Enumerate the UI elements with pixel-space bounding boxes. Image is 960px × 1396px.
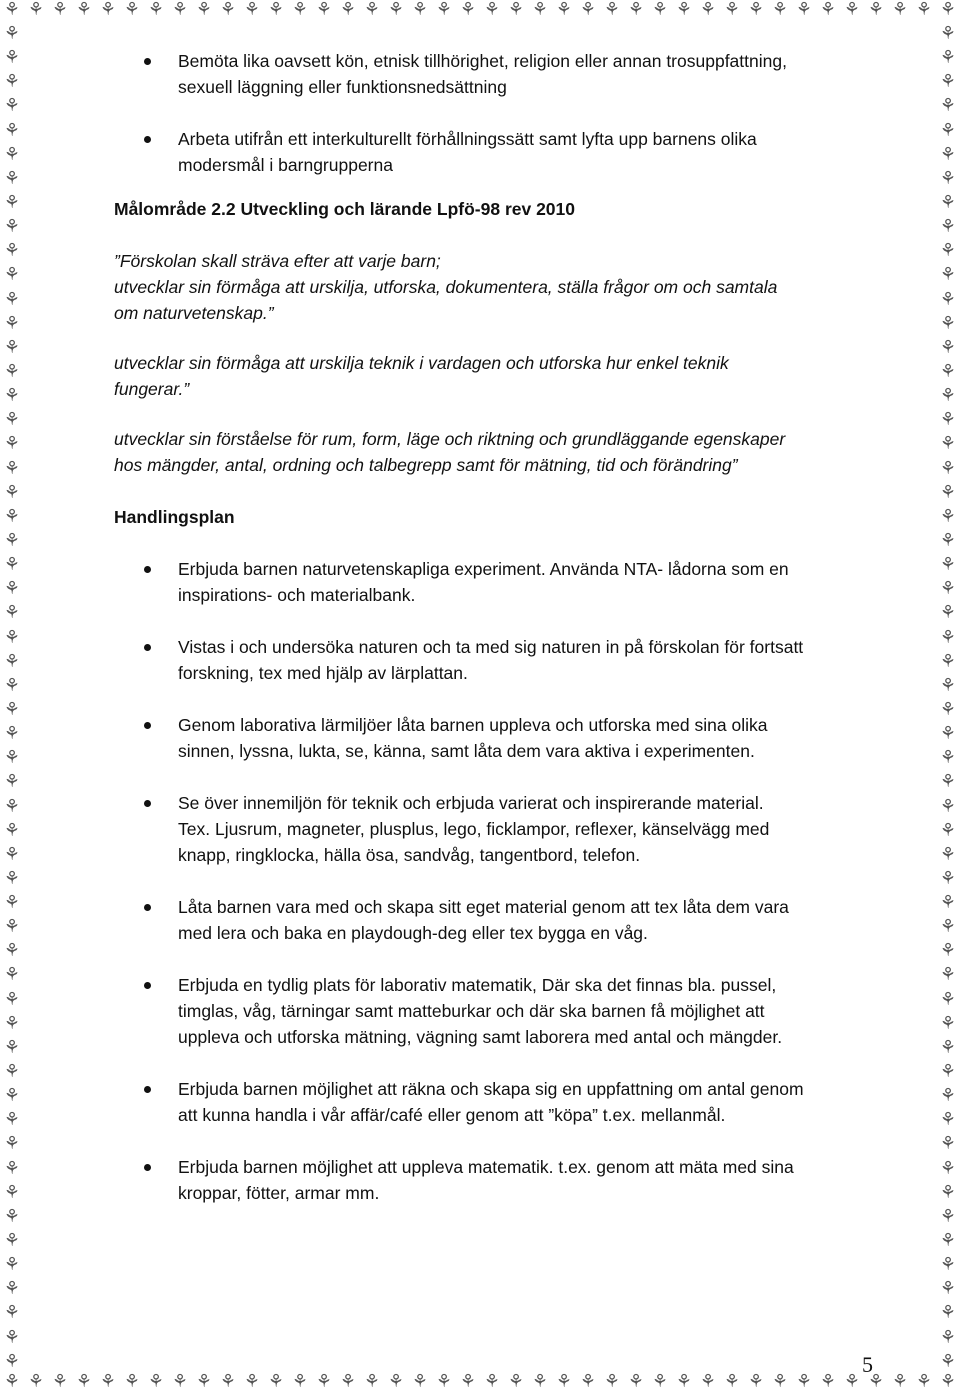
plan-bullet-list: [114, 556, 874, 1206]
bullet-line: Bemöta lika oavsett kön, etnisk tillhörighet, religion eller annan trosuppfattning,: [178, 51, 787, 71]
flower-icon: ⚘: [939, 336, 957, 358]
flower-icon: ⚘: [675, 0, 693, 20]
flower-icon: ⚘: [3, 1109, 21, 1131]
bullet-item: [114, 126, 874, 178]
flower-icon: ⚘: [387, 0, 405, 20]
flower-icon: ⚘: [3, 1205, 21, 1227]
flower-icon: ⚘: [219, 1372, 237, 1392]
flower-icon: ⚘: [939, 385, 957, 407]
flower-icon: ⚘: [3, 602, 21, 624]
flower-icon: ⚘: [939, 1036, 957, 1058]
flower-icon: ⚘: [3, 723, 21, 745]
flower-icon: ⚘: [3, 626, 21, 648]
flower-icon: ⚘: [3, 191, 21, 213]
flower-icon: ⚘: [939, 1133, 957, 1155]
flower-icon: ⚘: [339, 0, 357, 20]
flower-icon: ⚘: [939, 1278, 957, 1300]
flower-icon: ⚘: [915, 1372, 933, 1392]
flower-icon: ⚘: [723, 0, 741, 20]
flower-icon: ⚘: [27, 1372, 45, 1392]
flower-icon: ⚘: [75, 0, 93, 20]
bullet-line: sexuell läggning eller funktionsnedsättning: [178, 77, 507, 97]
flower-icon: ⚘: [3, 1278, 21, 1300]
flower-icon: ⚘: [939, 554, 957, 576]
flower-icon: ⚘: [939, 264, 957, 286]
bullet-icon: [144, 136, 151, 143]
bullet-icon: [144, 644, 151, 651]
quote-line: om naturvetenskap.”: [114, 303, 274, 323]
flower-icon: ⚘: [3, 216, 21, 238]
flower-icon: ⚘: [891, 1372, 909, 1392]
flower-icon: ⚘: [651, 0, 669, 20]
flower-icon: ⚘: [3, 288, 21, 310]
flower-icon: ⚘: [939, 457, 957, 479]
flower-icon: ⚘: [3, 1085, 21, 1107]
bullet-item: [114, 790, 874, 868]
flower-icon: ⚘: [939, 626, 957, 648]
bullet-item: [114, 556, 874, 608]
flower-icon: ⚘: [939, 1012, 957, 1034]
flower-icon: ⚘: [939, 481, 957, 503]
bullet-icon: [144, 982, 151, 989]
flower-icon: ⚘: [843, 0, 861, 20]
flower-icon: ⚘: [939, 119, 957, 141]
flower-icon: ⚘: [939, 360, 957, 382]
flower-icon: ⚘: [603, 0, 621, 20]
flower-icon: ⚘: [939, 529, 957, 551]
flower-icon: ⚘: [939, 602, 957, 624]
flower-icon: ⚘: [843, 1372, 861, 1392]
flower-icon: ⚘: [3, 747, 21, 769]
flower-icon: ⚘: [3, 1350, 21, 1372]
border-right: [936, 24, 960, 1372]
flower-icon: ⚘: [3, 1012, 21, 1034]
flower-icon: ⚘: [3, 1157, 21, 1179]
flower-icon: ⚘: [867, 0, 885, 20]
flower-icon: ⚘: [939, 312, 957, 334]
flower-icon: ⚘: [939, 95, 957, 117]
bullet-line: med lera och baka en playdough-deg eller tex bygga en våg.: [178, 923, 648, 943]
flower-icon: ⚘: [579, 1372, 597, 1392]
flower-icon: ⚘: [459, 0, 477, 20]
flower-icon: ⚘: [51, 0, 69, 20]
flower-icon: ⚘: [123, 0, 141, 20]
flower-icon: ⚘: [219, 0, 237, 20]
flower-icon: ⚘: [819, 0, 837, 20]
flower-icon: ⚘: [507, 1372, 525, 1392]
page-number: 5: [862, 1352, 873, 1377]
flower-icon: ⚘: [195, 0, 213, 20]
flower-icon: ⚘: [3, 47, 21, 69]
flower-icon: ⚘: [3, 24, 21, 44]
flower-icon: ⚘: [819, 1372, 837, 1392]
flower-icon: ⚘: [267, 0, 285, 20]
flower-icon: ⚘: [3, 1133, 21, 1155]
flower-icon: ⚘: [939, 216, 957, 238]
bullet-item: [114, 712, 874, 764]
flower-icon: ⚘: [411, 0, 429, 20]
flower-icon: ⚘: [939, 819, 957, 841]
flower-icon: ⚘: [891, 0, 909, 20]
bullet-icon: [144, 58, 151, 65]
flower-icon: ⚘: [3, 529, 21, 551]
flower-icon: ⚘: [3, 819, 21, 841]
bullet-line: forskning, tex med hjälp av lärplattan.: [178, 663, 468, 683]
flower-icon: ⚘: [939, 698, 957, 720]
flower-icon: ⚘: [747, 0, 765, 20]
flower-icon: ⚘: [435, 0, 453, 20]
flower-icon: ⚘: [3, 0, 21, 20]
flower-icon: ⚘: [3, 1372, 21, 1392]
flower-icon: ⚘: [939, 143, 957, 165]
bullet-icon: [144, 800, 151, 807]
flower-icon: ⚘: [699, 0, 717, 20]
flower-icon: ⚘: [939, 1061, 957, 1083]
flower-icon: ⚘: [3, 1181, 21, 1203]
bullet-item: [114, 1154, 874, 1206]
flower-icon: ⚘: [939, 1254, 957, 1276]
flower-icon: ⚘: [939, 1326, 957, 1348]
flower-icon: ⚘: [315, 1372, 333, 1392]
flower-icon: ⚘: [939, 47, 957, 69]
flower-icon: ⚘: [555, 1372, 573, 1392]
flower-icon: ⚘: [3, 433, 21, 455]
flower-icon: ⚘: [939, 916, 957, 938]
flower-icon: ⚘: [579, 0, 597, 20]
flower-icon: ⚘: [939, 1205, 957, 1227]
bullet-icon: [144, 566, 151, 573]
flower-icon: ⚘: [627, 0, 645, 20]
bullet-item: [114, 894, 874, 946]
bullet-line: Se över innemiljön för teknik och erbjuda varierat och inspirerande material.: [178, 793, 764, 813]
flower-icon: ⚘: [939, 650, 957, 672]
flower-icon: ⚘: [3, 650, 21, 672]
flower-icon: ⚘: [939, 240, 957, 262]
flower-icon: ⚘: [3, 698, 21, 720]
flower-icon: ⚘: [939, 288, 957, 310]
flower-icon: ⚘: [747, 1372, 765, 1392]
flower-icon: ⚘: [939, 505, 957, 527]
flower-icon: ⚘: [939, 0, 957, 20]
flower-icon: ⚘: [651, 1372, 669, 1392]
bullet-line: att kunna handla i vår affär/café eller genom att ”köpa” t.ex. mellanmål.: [178, 1105, 726, 1125]
flower-icon: ⚘: [627, 1372, 645, 1392]
bullet-line: uppleva och utforska mätning, vägning samt laborera med antal och mängder.: [178, 1027, 783, 1047]
flower-icon: ⚘: [387, 1372, 405, 1392]
flower-icon: ⚘: [531, 0, 549, 20]
flower-icon: ⚘: [939, 843, 957, 865]
flower-icon: ⚘: [867, 1372, 885, 1392]
flower-icon: ⚘: [3, 1302, 21, 1324]
flower-icon: ⚘: [3, 771, 21, 793]
flower-icon: ⚘: [915, 0, 933, 20]
quote-line: utvecklar sin förståelse för rum, form, läge och riktning och grundläggande egenskaper: [114, 429, 786, 449]
bullet-icon: [144, 1164, 151, 1171]
bullet-item: [114, 48, 874, 100]
flower-icon: ⚘: [3, 988, 21, 1010]
flower-icon: ⚘: [939, 867, 957, 889]
flower-icon: ⚘: [3, 1230, 21, 1252]
flower-icon: ⚘: [939, 24, 957, 44]
quote-line: fungerar.”: [114, 379, 190, 399]
bullet-line: sinnen, lyssna, lukta, se, känna, samt låta dem vara aktiva i experimenten.: [178, 741, 755, 761]
flower-icon: ⚘: [3, 119, 21, 141]
flower-icon: ⚘: [3, 264, 21, 286]
flower-icon: ⚘: [939, 1181, 957, 1203]
flower-icon: ⚘: [939, 795, 957, 817]
flower-icon: ⚘: [507, 0, 525, 20]
flower-icon: ⚘: [3, 940, 21, 962]
quote-line: utvecklar sin förmåga att urskilja, utforska, dokumentera, ställa frågor om och samtala: [114, 277, 778, 297]
flower-icon: ⚘: [171, 1372, 189, 1392]
flower-icon: ⚘: [411, 1372, 429, 1392]
flower-icon: ⚘: [531, 1372, 549, 1392]
flower-icon: ⚘: [459, 1372, 477, 1392]
flower-icon: ⚘: [51, 1372, 69, 1392]
flower-icon: ⚘: [3, 1254, 21, 1276]
flower-icon: ⚘: [939, 1109, 957, 1131]
flower-icon: ⚘: [483, 1372, 501, 1392]
flower-icon: ⚘: [699, 1372, 717, 1392]
bullet-line: Vistas i och undersöka naturen och ta med sig naturen in på förskolan för fortsatt: [178, 637, 804, 657]
border-bottom: [0, 1372, 960, 1396]
bullet-line: kroppar, fötter, armar mm.: [178, 1183, 380, 1203]
flower-icon: ⚘: [3, 409, 21, 431]
flower-icon: ⚘: [363, 0, 381, 20]
quote-line: utvecklar sin förmåga att urskilja teknik i vardagen och utforska hur enkel teknik: [114, 353, 729, 373]
bullet-line: Erbjuda en tydlig plats för laborativ matematik, Där ska det finnas bla. pussel,: [178, 975, 777, 995]
flower-icon: ⚘: [27, 0, 45, 20]
flower-icon: ⚘: [939, 1372, 957, 1392]
flower-icon: ⚘: [3, 892, 21, 914]
border-left: [0, 24, 24, 1372]
flower-icon: ⚘: [3, 1036, 21, 1058]
flower-icon: ⚘: [3, 867, 21, 889]
curriculum-quote: [114, 248, 874, 478]
border-top: [0, 0, 960, 24]
bullet-line: Erbjuda barnen naturvetenskapliga experiment. Använda NTA- lådorna som en: [178, 559, 789, 579]
flower-icon: ⚘: [3, 916, 21, 938]
flower-icon: ⚘: [3, 143, 21, 165]
flower-icon: ⚘: [795, 1372, 813, 1392]
flower-icon: ⚘: [603, 1372, 621, 1392]
flower-icon: ⚘: [939, 1085, 957, 1107]
flower-icon: ⚘: [939, 1302, 957, 1324]
flower-icon: ⚘: [939, 1157, 957, 1179]
bullet-line: modersmål i barngrupperna: [178, 155, 393, 175]
flower-icon: ⚘: [771, 1372, 789, 1392]
plan-heading: Handlingsplan: [114, 507, 235, 527]
flower-icon: ⚘: [243, 0, 261, 20]
flower-icon: ⚘: [555, 0, 573, 20]
bullet-line: Erbjuda barnen möjlighet att räkna och skapa sig en uppfattning om antal genom: [178, 1079, 804, 1099]
flower-icon: ⚘: [3, 71, 21, 93]
flower-icon: ⚘: [939, 1230, 957, 1252]
section-heading: Målområde 2.2 Utveckling och lärande Lpfö-98 rev 2010: [114, 199, 576, 219]
flower-icon: ⚘: [3, 674, 21, 696]
flower-icon: ⚘: [195, 1372, 213, 1392]
flower-icon: ⚘: [675, 1372, 693, 1392]
bullet-line: Tex. Ljusrum, magneter, plusplus, lego, ficklampor, reflexer, känselvägg med: [178, 819, 770, 839]
bullet-item: [114, 972, 874, 1050]
flower-icon: ⚘: [99, 0, 117, 20]
flower-icon: ⚘: [723, 1372, 741, 1392]
flower-icon: ⚘: [315, 0, 333, 20]
flower-icon: ⚘: [939, 1350, 957, 1372]
quote-line: hos mängder, antal, ordning och talbegrepp samt för mätning, tid och förändring”: [114, 455, 738, 475]
flower-icon: ⚘: [939, 433, 957, 455]
intro-bullet-list: [114, 48, 874, 178]
flower-icon: ⚘: [939, 578, 957, 600]
flower-icon: ⚘: [3, 578, 21, 600]
bullet-icon: [144, 722, 151, 729]
flower-icon: ⚘: [939, 191, 957, 213]
flower-icon: ⚘: [939, 167, 957, 189]
bullet-line: inspirations- och materialbank.: [178, 585, 416, 605]
flower-icon: ⚘: [3, 1061, 21, 1083]
flower-icon: ⚘: [939, 892, 957, 914]
bullet-line: Arbeta utifrån ett interkulturellt förhållningssätt samt lyfta upp barnens olika: [178, 129, 757, 149]
bullet-line: Genom laborativa lärmiljöer låta barnen uppleva och utforska med sina olika: [178, 715, 768, 735]
bullet-line: timglas, våg, tärningar samt matteburkar och där ska barnen få möjlighet att: [178, 1001, 765, 1021]
flower-icon: ⚘: [147, 1372, 165, 1392]
flower-icon: ⚘: [3, 336, 21, 358]
flower-icon: ⚘: [3, 240, 21, 262]
flower-icon: ⚘: [363, 1372, 381, 1392]
bullet-line: Erbjuda barnen möjlighet att uppleva matematik. t.ex. genom att mäta med sina: [178, 1157, 794, 1177]
flower-icon: ⚘: [3, 312, 21, 334]
flower-icon: ⚘: [939, 674, 957, 696]
flower-icon: ⚘: [3, 385, 21, 407]
document-body: [114, 48, 874, 1206]
bullet-line: knapp, ringklocka, hälla ösa, sandvåg, tangentbord, telefon.: [178, 845, 641, 865]
flower-icon: ⚘: [3, 505, 21, 527]
bullet-icon: [144, 1086, 151, 1093]
flower-icon: ⚘: [771, 0, 789, 20]
flower-icon: ⚘: [3, 795, 21, 817]
flower-icon: ⚘: [267, 1372, 285, 1392]
flower-icon: ⚘: [939, 71, 957, 93]
flower-icon: ⚘: [75, 1372, 93, 1392]
bullet-line: Låta barnen vara med och skapa sitt eget material genom att tex låta dem vara: [178, 897, 789, 917]
flower-icon: ⚘: [291, 1372, 309, 1392]
flower-icon: ⚘: [435, 1372, 453, 1392]
flower-icon: ⚘: [483, 0, 501, 20]
flower-icon: ⚘: [171, 0, 189, 20]
flower-icon: ⚘: [147, 0, 165, 20]
flower-icon: ⚘: [939, 747, 957, 769]
flower-icon: ⚘: [291, 0, 309, 20]
bullet-item: [114, 634, 874, 686]
flower-icon: ⚘: [3, 1326, 21, 1348]
flower-icon: ⚘: [99, 1372, 117, 1392]
flower-icon: ⚘: [339, 1372, 357, 1392]
flower-icon: ⚘: [795, 0, 813, 20]
flower-icon: ⚘: [123, 1372, 141, 1392]
quote-line: ”Förskolan skall sträva efter att varje barn;: [114, 251, 441, 271]
flower-icon: ⚘: [3, 964, 21, 986]
flower-icon: ⚘: [3, 167, 21, 189]
flower-icon: ⚘: [3, 457, 21, 479]
flower-icon: ⚘: [939, 723, 957, 745]
flower-icon: ⚘: [3, 554, 21, 576]
flower-icon: ⚘: [939, 964, 957, 986]
bullet-icon: [144, 904, 151, 911]
flower-icon: ⚘: [3, 360, 21, 382]
flower-icon: ⚘: [939, 771, 957, 793]
flower-icon: ⚘: [939, 940, 957, 962]
flower-icon: ⚘: [939, 988, 957, 1010]
flower-icon: ⚘: [243, 1372, 261, 1392]
flower-icon: ⚘: [3, 95, 21, 117]
bullet-item: [114, 1076, 874, 1128]
flower-icon: ⚘: [3, 843, 21, 865]
flower-icon: ⚘: [3, 481, 21, 503]
flower-icon: ⚘: [939, 409, 957, 431]
